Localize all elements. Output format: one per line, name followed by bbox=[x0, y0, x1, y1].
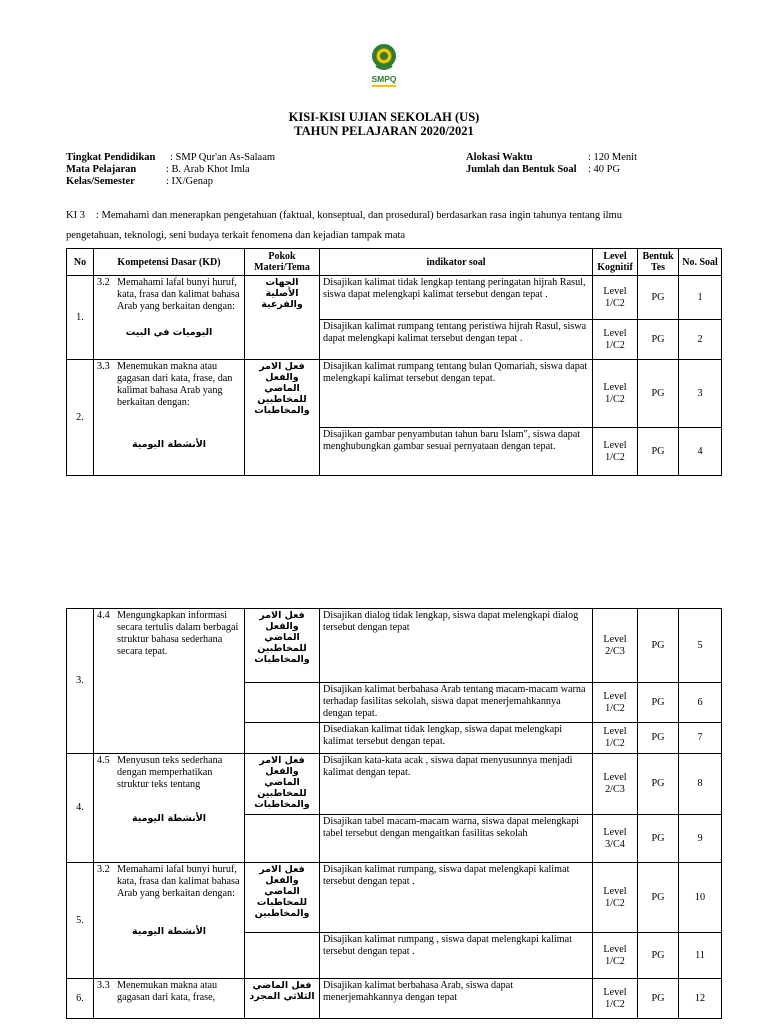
kd-cell bbox=[94, 979, 245, 1019]
bentuk-cell: PG bbox=[638, 276, 679, 320]
indikator-cell: Disajikan kalimat rumpang, siswa dapat melengkapi kalimat tersebut dengan tepat . bbox=[320, 863, 593, 933]
kd-text: Menyusun teks sederhana dengan memperhatikan struktur teks tentang bbox=[117, 755, 223, 790]
table-row bbox=[67, 360, 722, 428]
table-row bbox=[67, 979, 722, 1019]
pokok-arabic: فعل الامر والفعل الماضي للمخاطبين والمخاطبات bbox=[254, 361, 310, 416]
ki-label: KI 3 bbox=[66, 210, 85, 221]
kelas-value: : IX/Genap bbox=[166, 176, 213, 187]
kd-text-wrap bbox=[97, 361, 241, 409]
pokok-cell bbox=[245, 723, 320, 754]
pokok-cell bbox=[245, 609, 320, 683]
table-row bbox=[67, 276, 722, 320]
soal-no-cell: 5 bbox=[679, 609, 722, 683]
kd-cell bbox=[94, 276, 245, 360]
level-cell: Level 1/C2 bbox=[593, 320, 638, 360]
indikator-cell: Disajikan kata-kata acak , siswa dapat menyusunnya menjadi kalimat dengan tepat. bbox=[320, 754, 593, 815]
tingkat-value: : SMP Qur'an As-Salaam bbox=[170, 152, 276, 163]
level-cell: Level 1/C2 bbox=[593, 683, 638, 723]
jumlah-value: : 40 PG bbox=[588, 164, 621, 175]
soal-no-cell: 2 bbox=[679, 320, 722, 360]
kd-arabic-topic: الأنشطة اليومية bbox=[131, 813, 207, 824]
school-logo bbox=[366, 42, 402, 92]
pokok-cell bbox=[245, 683, 320, 723]
header-pokok: Pokok Materi/Tema bbox=[245, 249, 320, 276]
alokasi-value: : 120 Menit bbox=[588, 152, 637, 163]
kd-text-wrap bbox=[97, 610, 241, 658]
pokok-cell bbox=[245, 754, 320, 815]
indikator-cell: Disajikan kalimat berbahasa Arab tentang macam-macam warna terhadap fasilitas sekolah, siswa dapat menerjemahkannya dengan tepat. bbox=[320, 683, 593, 723]
kd-arabic-topic: الأنشطة اليومية bbox=[131, 926, 207, 937]
ki-text-2: pengetahuan, teknologi, seni budaya terkait fenomena dan kejadian tampak mata bbox=[66, 230, 406, 241]
soal-no-cell: 12 bbox=[679, 979, 722, 1019]
kd-arabic-topic: اليوميات في البيت bbox=[125, 327, 213, 338]
kd-cell bbox=[94, 360, 245, 476]
indikator-cell: Disediakan kalimat tidak lengkap, siswa dapat melengkapi kalimat tersebut dengan tepat. bbox=[320, 723, 593, 754]
bentuk-cell: PG bbox=[638, 320, 679, 360]
kelas-label: Kelas/Semester bbox=[66, 176, 135, 187]
block-no: 5. bbox=[67, 863, 94, 979]
block-no: 3. bbox=[67, 609, 94, 754]
soal-no-cell: 10 bbox=[679, 863, 722, 933]
soal-no-cell: 9 bbox=[679, 815, 722, 863]
indikator-cell: Disajikan kalimat tidak lengkap tentang peringatan hijrah Rasul, siswa dapat melengkapi kalimat tersebut dengan tepat . bbox=[320, 276, 593, 320]
info-right bbox=[466, 152, 637, 176]
bentuk-cell: PG bbox=[638, 360, 679, 428]
block-no: 4. bbox=[67, 754, 94, 863]
level-cell: Level 1/C2 bbox=[593, 979, 638, 1019]
table-row bbox=[67, 754, 722, 815]
jumlah-label: Jumlah dan Bentuk Soal bbox=[466, 164, 577, 175]
kd-text: Memahami lafal bunyi huruf, kata, frasa dan kalimat bahasa Arab yang berkaitan dengan: bbox=[117, 277, 240, 312]
title-line-1: KISI-KISI UJIAN SEKOLAH (US) bbox=[288, 110, 480, 124]
pokok-arabic: فعل الامر والفعل الماضي للمخاطبين والمخاطبات bbox=[254, 610, 310, 665]
kd-text-wrap bbox=[97, 980, 241, 1004]
soal-no-cell: 6 bbox=[679, 683, 722, 723]
kisi-table-part-2 bbox=[66, 608, 722, 1019]
indikator-cell: Disajikan gambar penyambutan tahun baru Islam", siswa dapat menghubungkan gambar sesuai pernyataan dengan tepat. bbox=[320, 428, 593, 476]
indikator-cell: Disajikan dialog tidak lengkap, siswa dapat melengkapi dialog tersebut dengan tepat bbox=[320, 609, 593, 683]
ki-line-1 bbox=[66, 210, 622, 221]
bentuk-cell: PG bbox=[638, 815, 679, 863]
kd-number: 3.2 bbox=[97, 277, 110, 288]
kd-text: Memahami lafal bunyi huruf, kata, frasa dan kalimat bahasa Arab yang berkaitan dengan: bbox=[117, 864, 240, 899]
indikator-cell: Disajikan kalimat rumpang tentang bulan Qomariah, siswa dapat melengkapi kalimat tersebut dengan tepat. bbox=[320, 360, 593, 428]
indikator-cell: Disajikan kalimat rumpang tentang peristiwa hijrah Rasul, siswa dapat melengkapi kalimat tersebut dengan tepat . bbox=[320, 320, 593, 360]
header-bentuk: Bentuk Tes bbox=[638, 249, 679, 276]
level-cell: Level 1/C2 bbox=[593, 723, 638, 754]
kd-text-wrap bbox=[97, 755, 241, 791]
block-no: 6. bbox=[67, 979, 94, 1019]
pokok-cell bbox=[245, 815, 320, 863]
pokok-arabic: فعل الماضي الثلاثي المجرد bbox=[249, 980, 315, 1002]
kisi-table-part-1 bbox=[66, 248, 722, 476]
kd-arabic-topic: الأنشطة اليومية bbox=[131, 439, 207, 450]
kd-text-wrap bbox=[97, 277, 241, 313]
kd-cell bbox=[94, 609, 245, 754]
pokok-arabic: فعل الامر والفعل الماضي للمخاطبين والمخاطبات bbox=[254, 755, 310, 810]
kd-cell bbox=[94, 863, 245, 979]
level-cell: Level 1/C2 bbox=[593, 933, 638, 979]
level-cell: Level 2/C3 bbox=[593, 609, 638, 683]
kd-number: 4.5 bbox=[97, 755, 110, 766]
pokok-cell bbox=[245, 863, 320, 933]
header-no: No bbox=[67, 249, 94, 276]
pokok-cell bbox=[245, 276, 320, 360]
level-cell: Level 2/C3 bbox=[593, 754, 638, 815]
soal-no-cell: 7 bbox=[679, 723, 722, 754]
level-cell: Level 1/C2 bbox=[593, 276, 638, 320]
kd-number: 3.3 bbox=[97, 361, 110, 372]
indikator-cell: Disajikan kalimat berbahasa Arab, siswa dapat menerjemahkannya dengan tepat bbox=[320, 979, 593, 1019]
soal-no-cell: 4 bbox=[679, 428, 722, 476]
kd-text-wrap bbox=[97, 864, 241, 900]
bentuk-cell: PG bbox=[638, 609, 679, 683]
alokasi-label: Alokasi Waktu bbox=[466, 152, 533, 163]
table-row bbox=[67, 863, 722, 933]
pokok-cell bbox=[245, 979, 320, 1019]
block-no: 2. bbox=[67, 360, 94, 476]
bentuk-cell: PG bbox=[638, 863, 679, 933]
pokok-arabic: فعل الامر والفعل الماضي للمخاطبات والمخاطبين bbox=[254, 864, 310, 919]
soal-no-cell: 8 bbox=[679, 754, 722, 815]
ki-text-1: : Memahami dan menerapkan pengetahuan (faktual, konseptual, dan prosedural) berdasarkan rasa ingin tahunya tentang ilmu bbox=[96, 210, 622, 221]
pokok-cell bbox=[245, 933, 320, 979]
header-kd: Kompetensi Dasar (KD) bbox=[94, 249, 245, 276]
kd-cell bbox=[94, 754, 245, 863]
pokok-arabic: الجهات الأصلية والفرعية bbox=[261, 277, 303, 310]
level-cell: Level 3/C4 bbox=[593, 815, 638, 863]
kd-number: 3.3 bbox=[97, 980, 110, 991]
header-indikator: indikator soal bbox=[320, 249, 593, 276]
kd-text: Mengungkapkan informasi secara tertulis dalam berbagai struktur bahasa sederhana secara tepat. bbox=[117, 610, 239, 657]
info-left bbox=[66, 152, 275, 188]
block-no: 1. bbox=[67, 276, 94, 360]
bentuk-cell: PG bbox=[638, 933, 679, 979]
tingkat-label: Tingkat Pendidikan bbox=[66, 152, 156, 163]
kd-number: 3.2 bbox=[97, 864, 110, 875]
level-cell: Level 1/C2 bbox=[593, 360, 638, 428]
table-row bbox=[67, 609, 722, 683]
kd-number: 4.4 bbox=[97, 610, 110, 621]
header-nosoal: No. Soal bbox=[679, 249, 722, 276]
mapel-label: Mata Pelajaran bbox=[66, 164, 137, 175]
kd-text: Menemukan makna atau gagasan dari kata, frase, bbox=[117, 980, 218, 1003]
level-cell: Level 1/C2 bbox=[593, 863, 638, 933]
bentuk-cell: PG bbox=[638, 428, 679, 476]
logo-text: SMPQ bbox=[371, 74, 397, 84]
bentuk-cell: PG bbox=[638, 683, 679, 723]
soal-no-cell: 1 bbox=[679, 276, 722, 320]
mapel-value: : B. Arab Khot Imla bbox=[166, 164, 250, 175]
indikator-cell: Disajikan kalimat rumpang , siswa dapat melengkapi kalimat tersebut dengan tepat . bbox=[320, 933, 593, 979]
title-line-2: TAHUN PELAJARAN 2020/2021 bbox=[294, 124, 474, 138]
bentuk-cell: PG bbox=[638, 754, 679, 815]
soal-no-cell: 3 bbox=[679, 360, 722, 428]
kd-text: Menemukan makna atau gagasan dari kata, frase, dan kalimat bahasa Arab yang berkaitan dengan: bbox=[117, 361, 233, 408]
indikator-cell: Disajikan tabel macam-macam warna, siswa dapat melengkapi tabel tersebut dengan mengaitkan fasilitas sekolah bbox=[320, 815, 593, 863]
header-level: Level Kognitif bbox=[593, 249, 638, 276]
level-cell: Level 1/C2 bbox=[593, 428, 638, 476]
bentuk-cell: PG bbox=[638, 723, 679, 754]
bentuk-cell: PG bbox=[638, 979, 679, 1019]
pokok-cell bbox=[245, 360, 320, 476]
soal-no-cell: 11 bbox=[679, 933, 722, 979]
